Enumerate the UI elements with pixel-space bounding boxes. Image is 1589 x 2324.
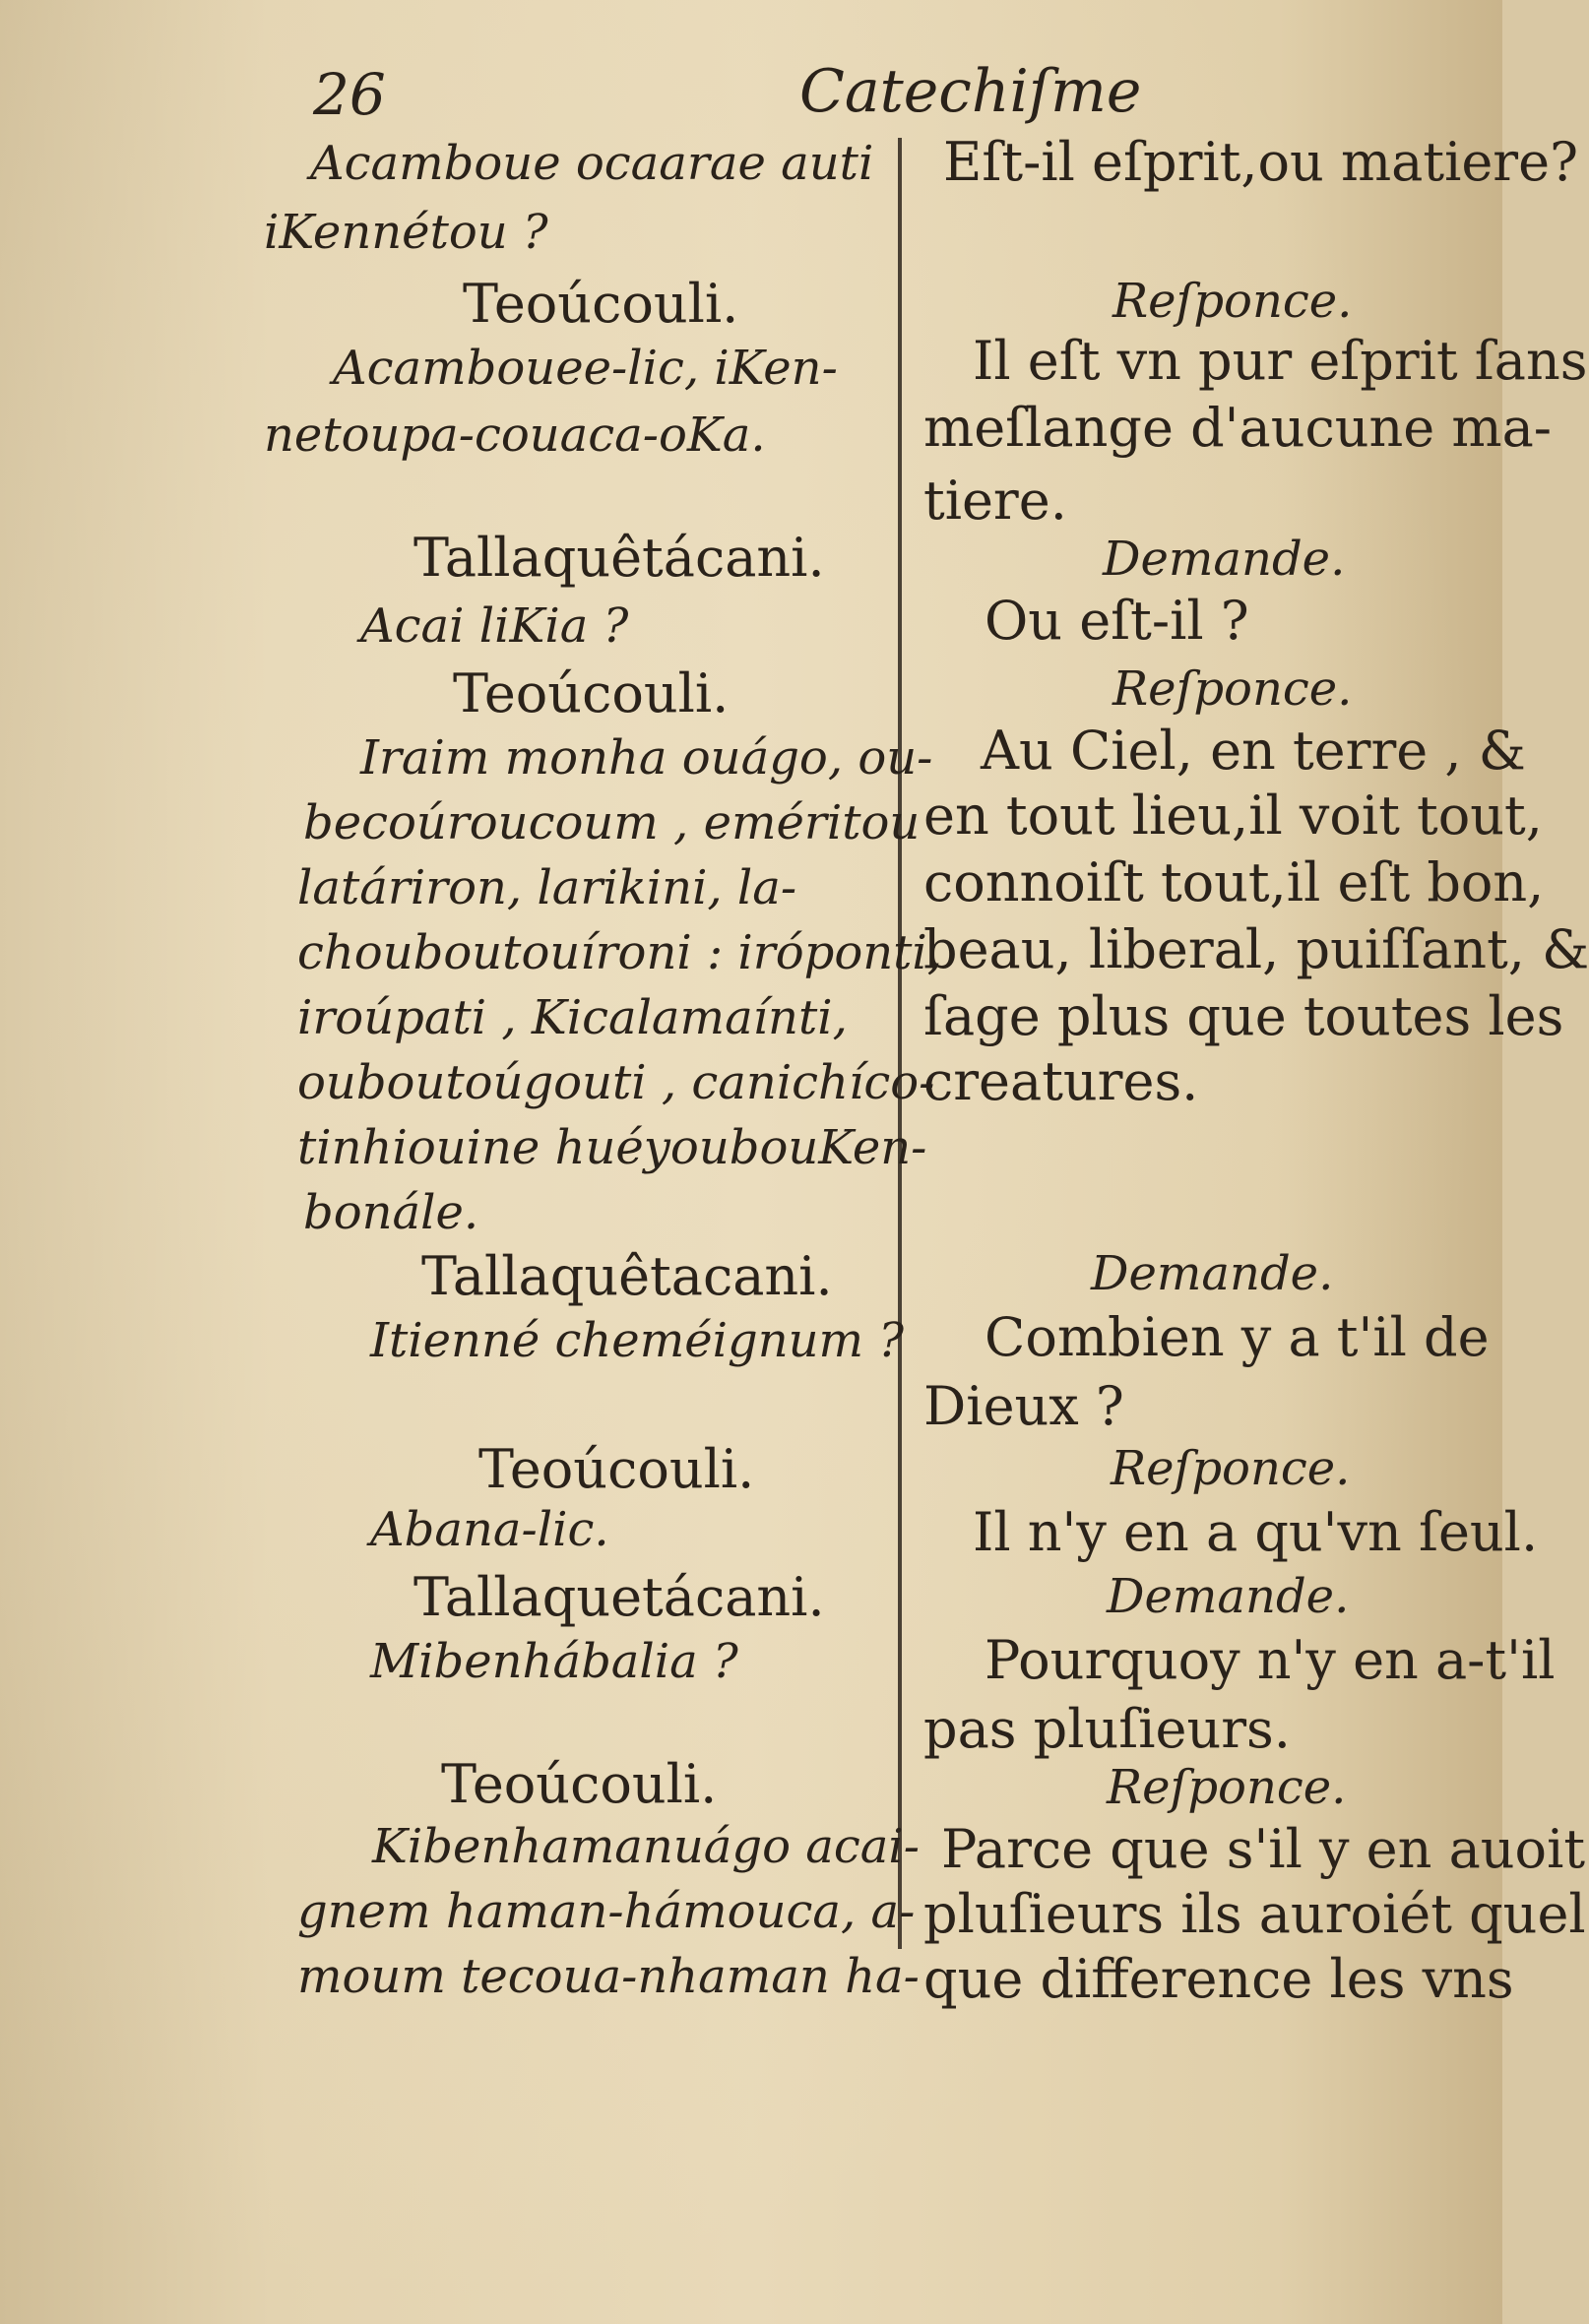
french-text-line: Ou eſt-il ? — [985, 590, 1249, 652]
french-text-line: Reſponce. — [1107, 1760, 1347, 1815]
carib-text-line: Tallaquêtácani. — [413, 527, 825, 589]
french-text-line: que difference les vns — [923, 1948, 1514, 2010]
french-text-line: Demande. — [1103, 532, 1346, 587]
french-text-line: Reſponce. — [1111, 1441, 1351, 1496]
french-text-line: pluſieurs ils auroiét quel — [923, 1883, 1586, 1945]
carib-text-line: becoúroucoum , eméritou — [303, 795, 921, 850]
french-text-line: pas pluſieurs. — [923, 1698, 1291, 1760]
carib-text-line: Acai liKia ? — [360, 598, 629, 654]
carib-text-line: netoupa-couaca-oKa. — [264, 408, 766, 463]
french-text-line: meſlange d'aucune ma- — [923, 397, 1553, 459]
french-text-line: Eſt-il eſprit,ou matiere? — [943, 131, 1579, 193]
french-text-line: Au Ciel, en terre , & — [981, 720, 1526, 782]
carib-text-line: Abana-lic. — [370, 1502, 609, 1557]
carib-text-line: Acambouee-lic, iKen- — [333, 341, 838, 396]
carib-text-line: Iraim monha ouágo, ou- — [360, 730, 933, 785]
french-text-line: beau, liberal, puiſſant, & — [923, 918, 1589, 980]
french-text-line: Il n'y en a qu'vn ſeul. — [973, 1501, 1539, 1563]
carib-text-line: Teoúcouli. — [441, 1753, 718, 1815]
carib-text-line: Itienné cheméignum ? — [370, 1313, 905, 1368]
carib-text-line: tinhiouine huéyoubouKen- — [297, 1120, 927, 1175]
french-text-line: Dieux ? — [923, 1375, 1124, 1437]
carib-text-line: moum tecoua-nhaman ha- — [297, 1949, 920, 2004]
french-text-line: connoiſt tout,il eſt bon, — [923, 851, 1545, 913]
carib-text-line: iroúpati , Kicalamaínti, — [297, 990, 848, 1045]
carib-text-line: Acamboue ocaarae auti — [310, 136, 874, 191]
french-text-line: Reſponce. — [1112, 661, 1353, 717]
carib-text-line: Teoúcouli. — [463, 273, 739, 335]
carib-text-line: chouboutouíroni : iróponti, — [297, 925, 943, 980]
running-title: Catechiſme — [799, 57, 1142, 126]
french-text-line: Il eſt vn pur eſprit ſans — [973, 330, 1588, 392]
french-text-line: Demande. — [1107, 1569, 1350, 1624]
french-text-line: creatures. — [923, 1050, 1199, 1112]
carib-text-line: Mibenhábalia ? — [370, 1634, 738, 1689]
carib-text-line: iKennétou ? — [264, 205, 548, 260]
french-text-line: ſage plus que toutes les — [923, 985, 1564, 1047]
page-number: 26 — [313, 61, 386, 128]
carib-text-line: Teoúcouli. — [453, 662, 730, 724]
carib-text-line: gnem haman-hámouca, a- — [297, 1884, 916, 1939]
carib-text-line: bonále. — [303, 1185, 479, 1240]
carib-text-line: Kibenhamanuágo acai- — [372, 1819, 920, 1874]
carib-text-line: ouboutoúgouti , canichíco- — [297, 1055, 935, 1110]
french-text-line: Parce que s'il y en auoit — [941, 1818, 1586, 1880]
french-text-line: tiere. — [923, 470, 1067, 532]
french-text-line: Combien y a t'il de — [985, 1306, 1490, 1368]
french-text-line: Pourquoy n'y en a-t'il — [985, 1629, 1556, 1691]
carib-text-line: Tallaquêtacani. — [421, 1245, 833, 1307]
french-text-line: en tout lieu,il voit tout, — [923, 785, 1543, 847]
carib-text-line: latáriron, larikini, la- — [297, 860, 797, 915]
french-text-line: Demande. — [1091, 1246, 1334, 1301]
carib-text-line: Teoúcouli. — [478, 1438, 755, 1500]
carib-text-line: Tallaquetácani. — [413, 1566, 825, 1628]
column-divider — [898, 138, 902, 1949]
french-text-line: Reſponce. — [1112, 274, 1353, 329]
